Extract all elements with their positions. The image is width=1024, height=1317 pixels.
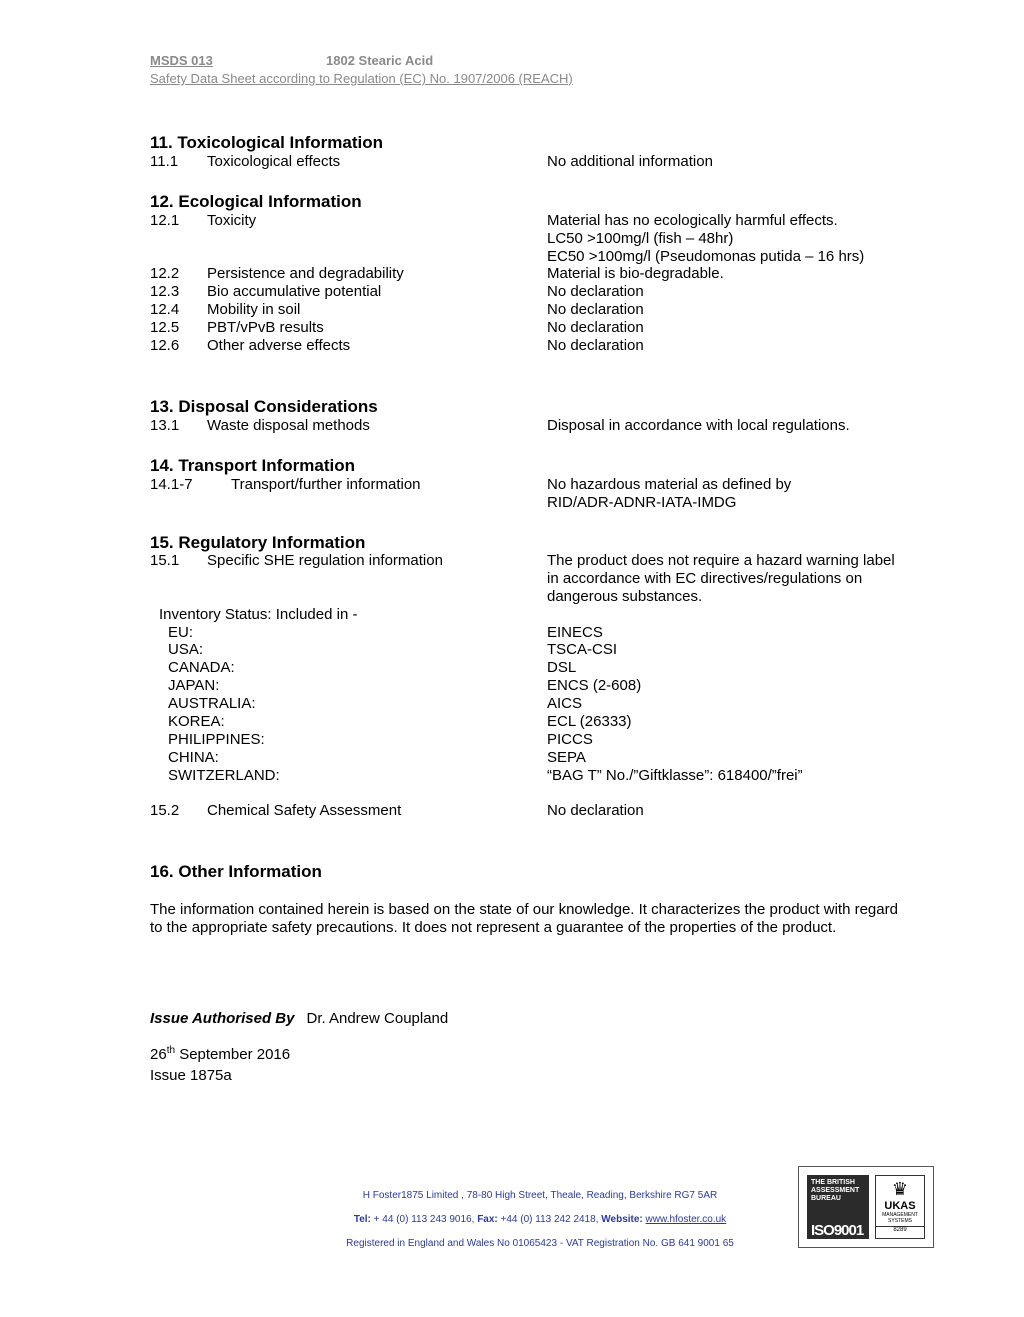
row-number: 13.1 — [150, 417, 180, 434]
section-11-title: 11. Toxicological Information — [150, 133, 384, 152]
row-number: 12.6 — [150, 337, 180, 354]
row-label: Bio accumulative potential — [207, 283, 382, 300]
section-16-title: 16. Other Information — [150, 862, 322, 881]
row-label: Specific SHE regulation information — [207, 552, 443, 569]
inventory-country: CANADA: — [168, 659, 235, 676]
footer-contact — [300, 1214, 780, 1225]
authorised-name: Dr. Andrew Coupland — [306, 1010, 449, 1027]
row-value: No declaration — [547, 337, 644, 354]
ukas-logo — [875, 1175, 925, 1239]
row-value: Material is bio-degradable. — [547, 265, 724, 282]
row-value: Material has no ecologically harmful effects. LC50 >100mg/l (fish – 48hr) EC50 >100mg/l (Pseudomonas putida – 16 hrs) — [547, 212, 865, 265]
ukas-number: 8289 — [876, 1226, 924, 1233]
tel-value: + 44 (0) 113 243 9016, — [370, 1214, 478, 1225]
section-15-title: 15. Regulatory Information — [150, 533, 366, 552]
row-label: Chemical Safety Assessment — [207, 802, 402, 819]
inventory-value: EINECS — [547, 624, 603, 641]
inventory-value: ECL (26333) — [547, 713, 632, 730]
row-value: No hazardous material as defined by RID/ADR-ADNR-IATA-IMDG — [547, 476, 792, 511]
inventory-value: “BAG T” No./”Giftklasse”: 618400/”frei” — [547, 767, 803, 784]
row-label: Other adverse effects — [207, 337, 351, 354]
row-number: 12.5 — [150, 319, 180, 336]
row-number: 12.2 — [150, 265, 180, 282]
ukas-text: UKAS — [884, 1200, 916, 1212]
inventory-value: PICCS — [547, 731, 593, 748]
row-value: Disposal in accordance with local regulations. — [547, 417, 850, 434]
issue-authorised — [150, 1010, 448, 1027]
row-number: 14.1-7 — [150, 476, 193, 493]
issue-date — [150, 1045, 290, 1063]
bab-line-1: THE BRITISH — [811, 1179, 855, 1186]
website-link[interactable]: www.hfoster.co.uk — [645, 1214, 727, 1225]
fax-value: +44 (0) 113 242 2418, — [497, 1214, 602, 1225]
inventory-country: KOREA: — [168, 713, 225, 730]
date-rest: September 2016 — [175, 1046, 291, 1063]
inventory-value: SEPA — [547, 749, 586, 766]
row-number: 11.1 — [150, 153, 179, 170]
section-13-title: 13. Disposal Considerations — [150, 397, 378, 416]
row-label: Waste disposal methods — [207, 417, 370, 434]
other-information-text: The information contained herein is based on the state of our knowledge. It characterizes the product with regard to the appropriate safety precautions. It does not represent a guarantee of the properties of the product. — [150, 901, 898, 936]
footer-registration: Registered in England and Wales No 01065423 - VAT Registration No. GB 641 9001 65 — [346, 1238, 734, 1249]
tel-label: Tel: — [353, 1214, 371, 1225]
header-subtitle: Safety Data Sheet according to Regulation (EC) No. 1907/2006 (REACH) — [150, 71, 573, 86]
fax-label: Fax: — [477, 1214, 498, 1225]
inventory-value: AICS — [547, 695, 583, 712]
inventory-country: EU: — [168, 624, 194, 641]
row-label: Mobility in soil — [207, 301, 301, 318]
row-value: No declaration — [547, 802, 644, 819]
bab-line-3: BUREAU — [811, 1195, 841, 1202]
inventory-country: JAPAN: — [168, 677, 220, 694]
inventory-value: ENCS (2-608) — [547, 677, 642, 694]
inventory-status-label: Inventory Status: Included in - — [159, 606, 358, 623]
inventory-country: AUSTRALIA: — [168, 695, 256, 712]
ukas-sub: MANAGEMENT SYSTEMS — [882, 1212, 918, 1224]
inventory-value: TSCA-CSI — [547, 641, 618, 658]
row-number: 15.2 — [150, 802, 180, 819]
inventory-country: CHINA: — [168, 749, 219, 766]
row-number: 12.3 — [150, 283, 180, 300]
product-name: 1802 Stearic Acid — [326, 53, 434, 68]
section-12-title: 12. Ecological Information — [150, 192, 362, 211]
msds-code: MSDS 013 — [150, 53, 213, 68]
row-label: Persistence and degradability — [207, 265, 404, 282]
row-value: No declaration — [547, 301, 644, 318]
row-number: 12.4 — [150, 301, 180, 318]
website-label: Website: — [601, 1214, 643, 1225]
row-value: The product does not require a hazard warning label in accordance with EC directives/regulations on dangerous substances. — [547, 552, 895, 605]
iso9001-mark: ISO9001 — [811, 1222, 864, 1239]
bab-logo — [807, 1175, 869, 1239]
row-label: Toxicity — [207, 212, 257, 229]
row-number: 12.1 — [150, 212, 180, 229]
row-label: Toxicological effects — [207, 153, 341, 170]
crown-icon: ♛ — [891, 1179, 909, 1199]
section-14-title: 14. Transport Information — [150, 456, 355, 475]
issue-number: Issue 1875a — [150, 1067, 232, 1084]
inventory-country: SWITZERLAND: — [168, 767, 280, 784]
date-suffix: th — [166, 1045, 176, 1056]
inventory-country: USA: — [168, 641, 204, 658]
row-label: Transport/further information — [231, 476, 421, 493]
header-line-1 — [150, 53, 433, 68]
row-number: 15.1 — [150, 552, 180, 569]
date-day: 26 — [150, 1046, 167, 1063]
bab-line-2: ASSESSMENT — [811, 1187, 860, 1194]
inventory-country: PHILIPPINES: — [168, 731, 265, 748]
row-value: No declaration — [547, 319, 644, 336]
row-value: No additional information — [547, 153, 713, 170]
row-value: No declaration — [547, 283, 644, 300]
inventory-value: DSL — [547, 659, 577, 676]
row-label: PBT/vPvB results — [207, 319, 324, 336]
certification-logos — [798, 1166, 934, 1248]
authorised-label: Issue Authorised By — [150, 1010, 295, 1027]
footer-address: H Foster1875 Limited , 78-80 High Street, Theale, Reading, Berkshire RG7 5AR — [362, 1190, 718, 1201]
